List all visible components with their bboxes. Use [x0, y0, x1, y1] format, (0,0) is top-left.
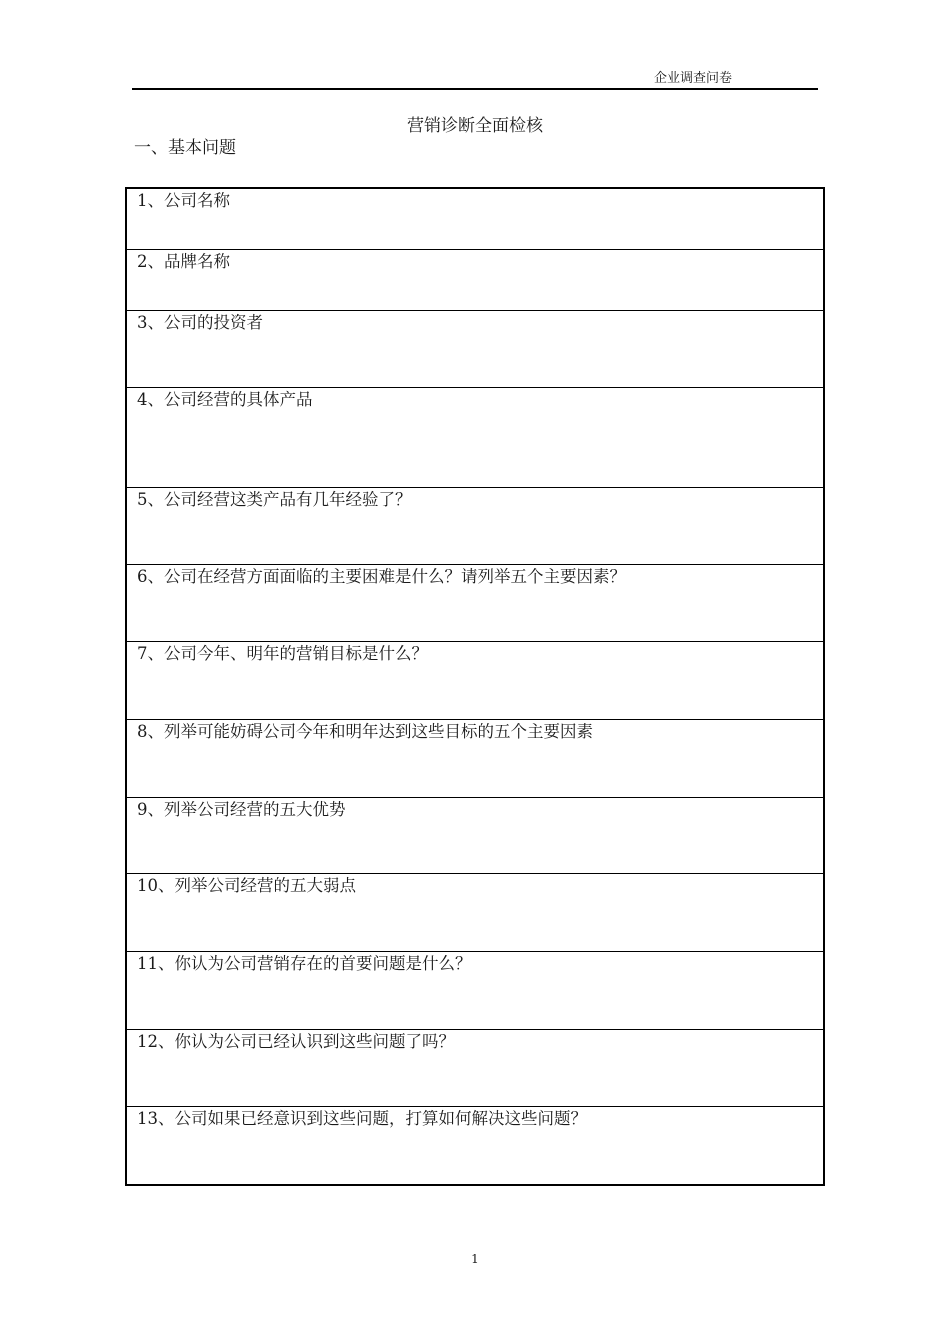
- table-row: [126, 1106, 824, 1185]
- answer-cell[interactable]: [126, 873, 824, 951]
- table-row: [126, 387, 824, 487]
- answer-cell[interactable]: [126, 310, 824, 387]
- answer-cell[interactable]: [126, 487, 824, 564]
- questionnaire-table: [125, 187, 825, 1186]
- question-label: 6、公司在经营方面面临的主要困难是什么？请列举五个主要因素？: [137, 566, 626, 586]
- answer-cell[interactable]: [126, 387, 824, 487]
- answer-cell[interactable]: [126, 797, 824, 873]
- answer-cell[interactable]: [126, 1106, 824, 1185]
- question-label: 2、品牌名称: [137, 251, 230, 271]
- running-header: 企业调查问卷: [654, 71, 733, 86]
- section-heading: 一、基本问题: [134, 138, 236, 158]
- question-label: 9、列举公司经营的五大优势: [137, 799, 346, 819]
- table-row: [126, 487, 824, 564]
- question-label: 4、公司经营的具体产品: [137, 389, 313, 409]
- question-label: 8、列举可能妨碍公司今年和明年达到这些目标的五个主要因素: [137, 721, 593, 741]
- answer-cell[interactable]: [126, 249, 824, 310]
- answer-cell[interactable]: [126, 1029, 824, 1106]
- answer-cell[interactable]: [126, 719, 824, 797]
- table-row: [126, 951, 824, 1029]
- answer-cell[interactable]: [126, 188, 824, 249]
- answer-cell[interactable]: [126, 641, 824, 719]
- table-row: [126, 564, 824, 641]
- page-number: 1: [471, 1252, 479, 1266]
- table-row: [126, 310, 824, 387]
- question-label: 12、你认为公司已经认识到这些问题了吗？: [137, 1031, 455, 1051]
- question-label: 1、公司名称: [137, 191, 230, 210]
- answer-cell[interactable]: [126, 951, 824, 1029]
- question-label: 10、列举公司经营的五大弱点: [137, 875, 356, 895]
- question-label: 11、你认为公司营销存在的首要问题是什么？: [137, 953, 472, 973]
- question-label: 3、公司的投资者: [137, 312, 263, 332]
- table-row: [126, 641, 824, 719]
- header-rule: [132, 88, 818, 90]
- table-row: [126, 797, 824, 873]
- question-label: 5、公司经营这类产品有几年经验了？: [137, 489, 412, 509]
- question-label: 7、公司今年、明年的营销目标是什么？: [137, 643, 428, 663]
- table-row: [126, 873, 824, 951]
- document-title: 营销诊断全面检核: [407, 116, 543, 136]
- table-row: [126, 249, 824, 310]
- table-row: [126, 719, 824, 797]
- table-row: [126, 1029, 824, 1106]
- question-label: 13、公司如果已经意识到这些问题，打算如何解决这些问题？: [137, 1108, 587, 1128]
- table-row: [126, 188, 824, 249]
- answer-cell[interactable]: [126, 564, 824, 641]
